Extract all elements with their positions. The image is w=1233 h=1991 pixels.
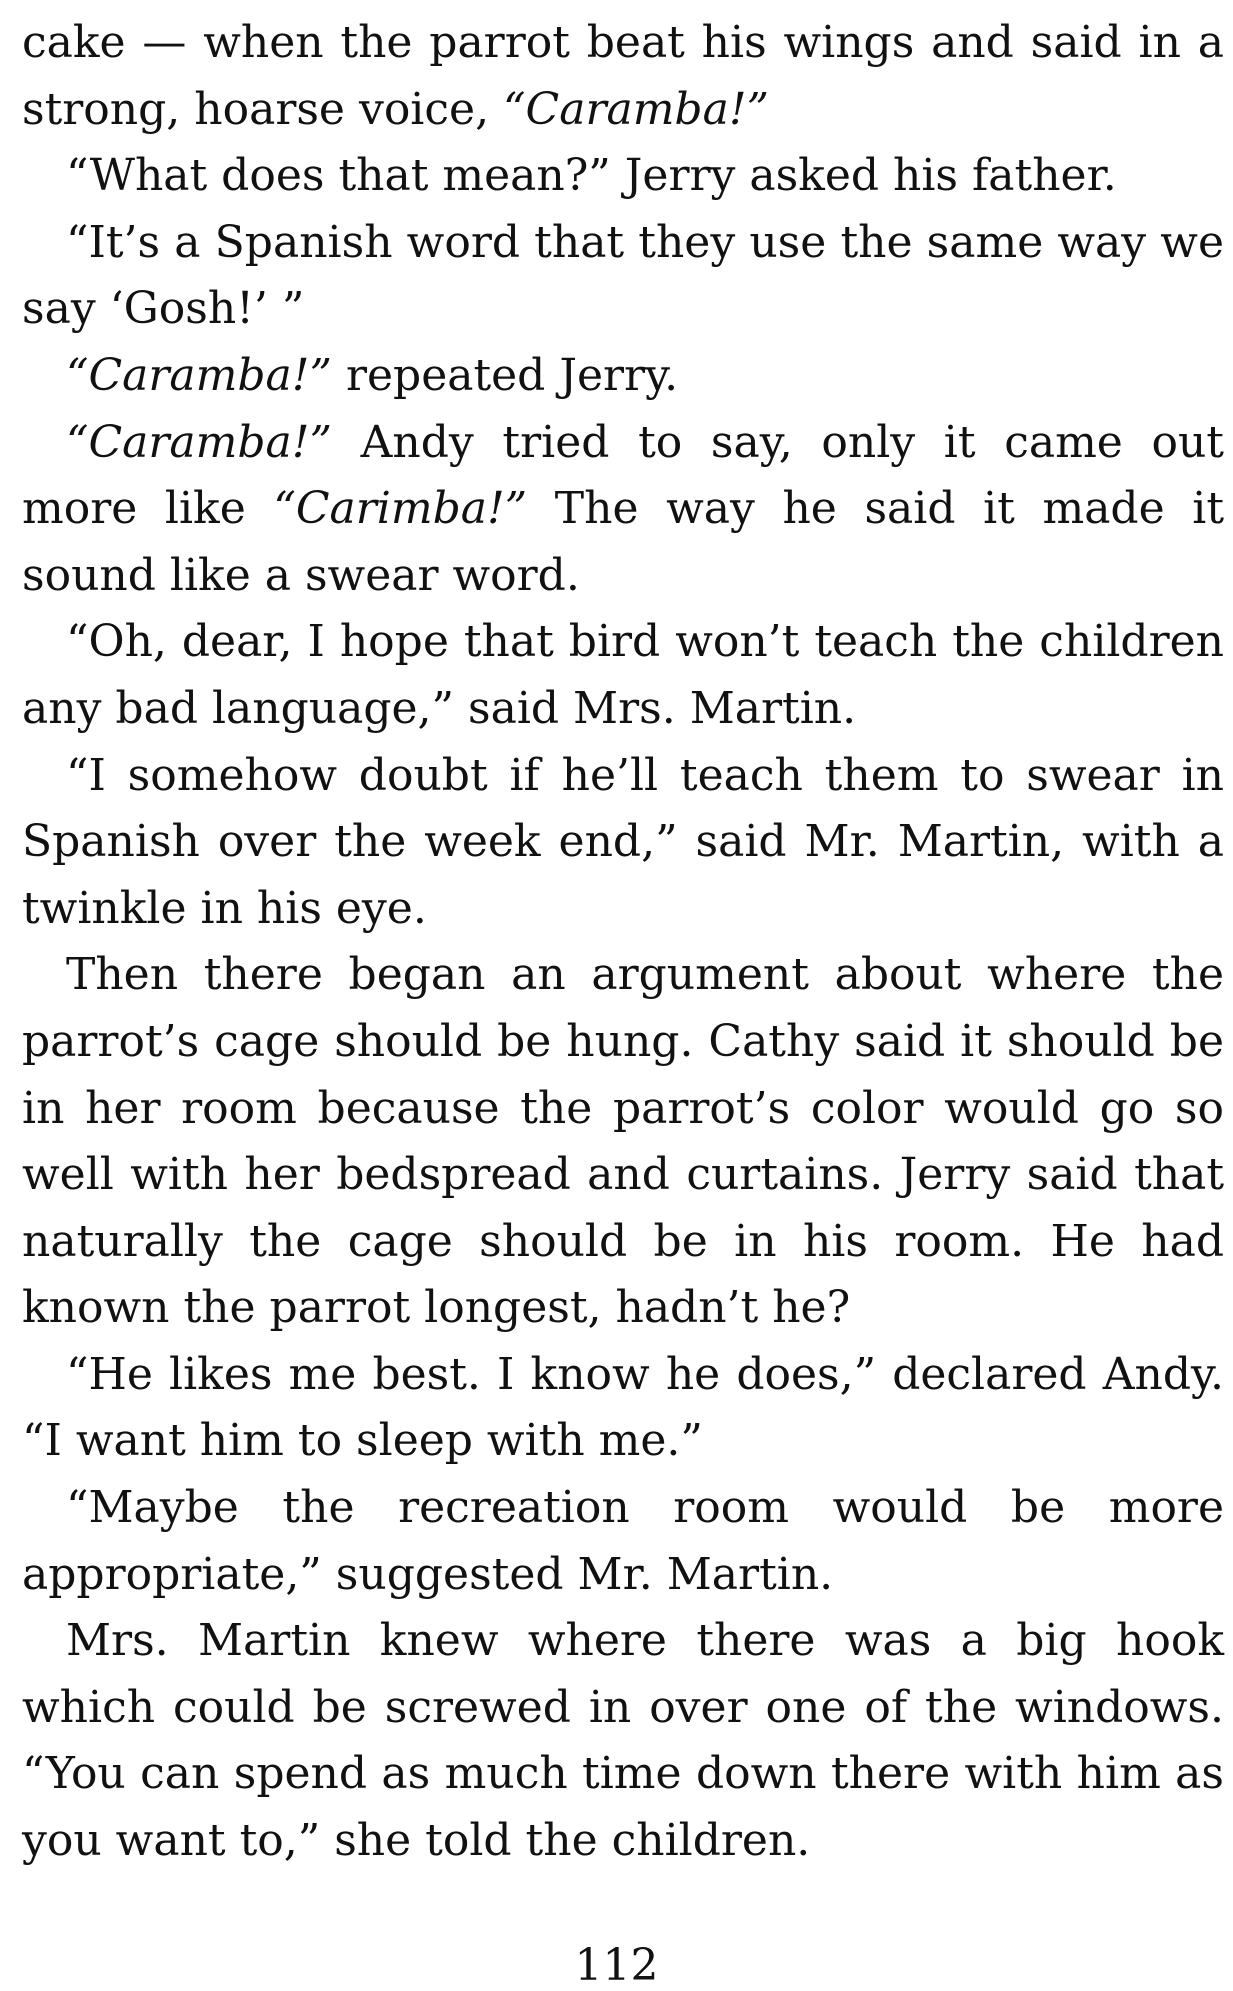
- text-run: “He likes me best. I know he does,” declared Andy. “I want him to sleep with me.”: [22, 1348, 1224, 1467]
- body-text: [22, 10, 1224, 1875]
- paragraph: [22, 1475, 1224, 1608]
- paragraph: [22, 210, 1224, 343]
- text-run: Andy tried to say, only it came out more like: [22, 416, 1224, 535]
- text-run: repeated Jerry.: [331, 349, 679, 401]
- paragraph: [22, 143, 1224, 210]
- paragraph: [22, 942, 1224, 1342]
- text-run: Then there began an argument about where the parrot’s cage should be hung. Cathy said it should be in her room because the parrot’s color would go so well with her bedspread and curtains. Jerry said that naturally the cage should be in his room. He had known the parrot longest, hadn’t he?: [22, 949, 1224, 1334]
- italic-text-run: “Caramba!”: [66, 349, 332, 401]
- paragraph: [22, 410, 1224, 610]
- text-run: Mrs. Martin knew where there was a big hook which could be screwed in over one of the windows. “You can spend as much time down there with him as you want to,” she told the children.: [22, 1615, 1224, 1867]
- text-run: “Maybe the recreation room would be more appropriate,” suggested Mr. Martin.: [22, 1482, 1224, 1600]
- paragraph: [22, 343, 1224, 410]
- text-run: “What does that mean?” Jerry asked his father.: [66, 150, 1117, 202]
- paragraph: [22, 609, 1224, 742]
- italic-text-run: “Caramba!”: [503, 83, 770, 135]
- page-number: 112: [574, 1940, 659, 1991]
- text-run: “I somehow doubt if he’ll teach them to swear in Spanish over the week end,” said Mr. Martin, with a twinkle in his eye.: [22, 749, 1224, 934]
- text-run: cake — when the parrot beat his wings and said in a strong, hoarse voice,: [22, 17, 1224, 135]
- italic-text-run: “Carimba!”: [273, 483, 528, 535]
- italic-text-run: “Caramba!”: [66, 416, 332, 468]
- paragraph: [22, 10, 1224, 143]
- paragraph: [22, 743, 1224, 943]
- text-run: The way he said it made it sound like a swear word.: [22, 483, 1224, 601]
- text-run: “It’s a Spanish word that they use the same way we say ‘Gosh!’ ”: [22, 216, 1224, 335]
- paragraph: [22, 1608, 1224, 1874]
- text-run: “Oh, dear, I hope that bird won’t teach the children any bad language,” said Mrs. Martin.: [22, 616, 1224, 734]
- paragraph: [22, 1342, 1224, 1475]
